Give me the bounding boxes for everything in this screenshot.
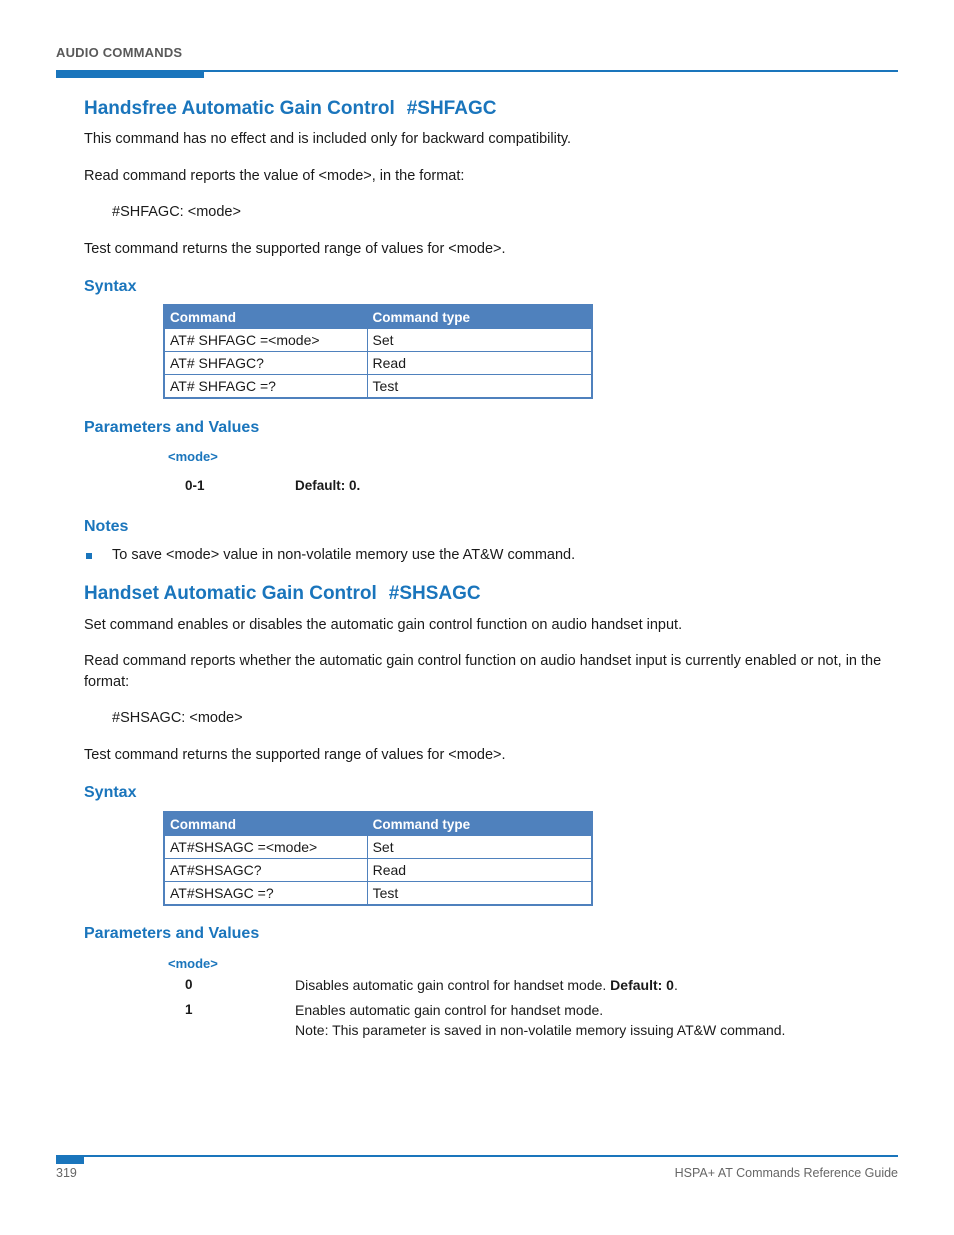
header-accent-block <box>56 70 204 78</box>
cell-type: Set <box>367 329 591 352</box>
shfagc-syntax-table <box>164 305 592 398</box>
shfagc-format: #SHFAGC: <mode> <box>112 204 241 220</box>
shfagc-note-item: To save <mode> value in non-volatile memory use the AT&W command. <box>112 547 576 563</box>
table-header-row <box>165 813 592 836</box>
table-row <box>165 352 592 375</box>
shsagc-syntax-heading: Syntax <box>84 784 137 801</box>
table-row <box>165 859 592 882</box>
footer-rule <box>56 1155 898 1157</box>
shsagc-desc-3: Test command returns the supported range of values for <mode>. <box>84 747 506 763</box>
shfagc-value-code: 0-1 <box>185 478 205 493</box>
shfagc-desc-3: Test command returns the supported range of values for <mode>. <box>84 241 506 257</box>
footer-accent-block <box>56 1157 84 1164</box>
shsagc-format: #SHSAGC: <mode> <box>112 710 243 726</box>
shfagc-desc-1: This command has no effect and is included only for backward compatibility. <box>84 131 572 147</box>
shsagc-desc-1: Set command enables or disables the automatic gain control function on audio handset input. <box>84 617 683 633</box>
shsagc-params-heading: Parameters and Values <box>84 925 260 942</box>
shsagc-desc-2: Read command reports whether the automatic gain control function on audio handset input is currently enabled or not, in the format: <box>84 653 882 690</box>
cell-type: Set <box>367 836 591 859</box>
column-header-type: Command type <box>367 306 591 329</box>
shsagc-heading <box>84 583 481 605</box>
cell-type: Test <box>367 375 591 398</box>
shsagc-value-code-0: 0 <box>185 977 193 992</box>
shfagc-syntax-heading: Syntax <box>84 278 137 295</box>
shsagc-command: #SHSAGC <box>388 583 481 604</box>
shfagc-heading <box>84 98 496 120</box>
column-header-type: Command type <box>367 813 591 836</box>
shsagc-value-desc-0 <box>295 975 678 995</box>
shfagc-desc-2: Read command reports the value of <mode>, in the format: <box>84 168 465 184</box>
shfagc-params-heading: Parameters and Values <box>84 419 260 436</box>
cell-command: AT# SHFAGC? <box>165 352 368 375</box>
guide-title: HSPA+ AT Commands Reference Guide <box>674 1166 898 1180</box>
bullet-icon <box>86 553 92 559</box>
shsagc-syntax-table <box>164 812 592 905</box>
table-row <box>165 882 592 905</box>
value-desc-suffix: . <box>673 977 678 993</box>
cell-type: Read <box>367 859 591 882</box>
cell-type: Read <box>367 352 591 375</box>
shfagc-value-desc: Default: 0. <box>295 478 361 493</box>
cell-command: AT# SHFAGC =<mode> <box>165 329 368 352</box>
cell-command: AT#SHSAGC? <box>165 859 368 882</box>
table-row <box>165 836 592 859</box>
table-row <box>165 329 592 352</box>
value-desc-text: Disables automatic gain control for handset mode. <box>295 977 607 993</box>
value-default: Default: 0 <box>610 977 674 993</box>
section-label: AUDIO COMMANDS <box>56 45 183 60</box>
value-desc-text: Enables automatic gain control for handset mode. <box>295 1002 604 1018</box>
page-number: 319 <box>56 1166 77 1180</box>
cell-command: AT#SHSAGC =? <box>165 882 368 905</box>
shsagc-param-name: <mode> <box>168 956 218 971</box>
shsagc-title: Handset Automatic Gain Control <box>84 583 377 604</box>
table-header-row <box>165 306 592 329</box>
shfagc-notes-heading: Notes <box>84 518 129 535</box>
value-note: Note: This parameter is saved in non-volatile memory issuing AT&W command. <box>295 1022 786 1038</box>
shfagc-param-name: <mode> <box>168 449 218 464</box>
cell-type: Test <box>367 882 591 905</box>
cell-command: AT# SHFAGC =? <box>165 375 368 398</box>
table-row <box>165 375 592 398</box>
shsagc-value-desc-1 <box>295 1000 785 1040</box>
shfagc-title: Handsfree Automatic Gain Control <box>84 98 395 119</box>
shsagc-value-code-1: 1 <box>185 1002 193 1017</box>
column-header-command: Command <box>165 306 368 329</box>
cell-command: AT#SHSAGC =<mode> <box>165 836 368 859</box>
column-header-command: Command <box>165 813 368 836</box>
shfagc-command: #SHFAGC <box>406 98 497 119</box>
